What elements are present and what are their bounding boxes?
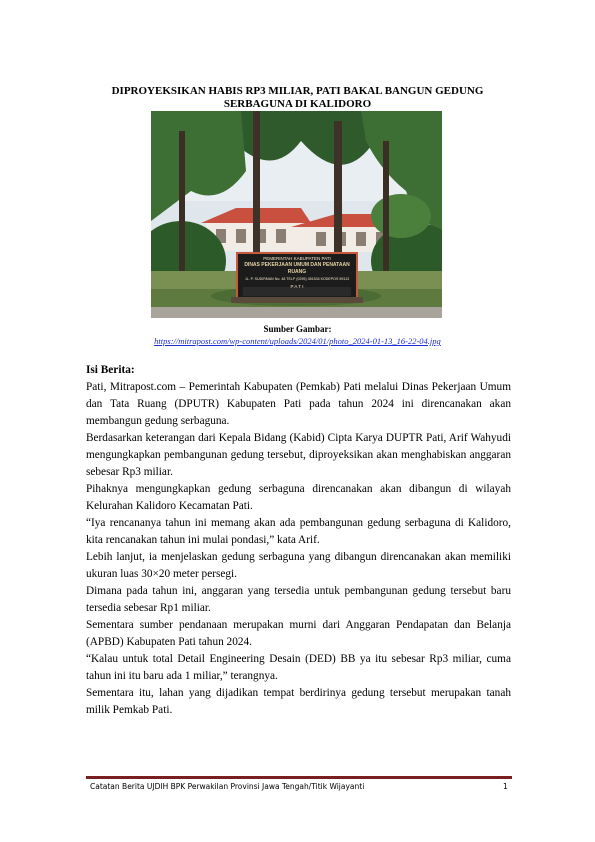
image-source-label: Sumber Gambar:	[263, 324, 332, 334]
article-title: DIPROYEKSIKAN HABIS RP3 MILIAR, PATI BAKAL BANGUN GEDUNG SERBAGUNA DI KALIDORO	[111, 85, 484, 110]
footer-divider	[86, 776, 512, 779]
paragraph: Pihaknya mengungkapkan gedung serbaguna direncanakan akan dibangun di wilayah Kelurahan Kalidoro Kecamatan Pati.	[86, 483, 511, 512]
paragraph: Sementara itu, lahan yang dijadikan tempat berdirinya gedung tersebut merupakan tanah milik Pemkab Pati.	[86, 687, 511, 716]
body-heading: Isi Berita:	[86, 364, 135, 376]
paragraph: “Kalau untuk total Detail Engineering Desain (DED) BB ya itu sebesar Rp3 miliar, cuma tahun ini itu baru ada 1 miliar,” terangnya.	[86, 653, 511, 682]
paragraph: Lebih lanjut, ia menjelaskan gedung serbaguna yang dibangun direncanakan akan memiliki ukuran luas 30×20 meter persegi.	[86, 551, 511, 580]
paragraph: Sementara sumber pendanaan merupakan murni dari Anggaran Pendapatan dan Belanja (APBD) Kabupaten Pati tahun 2024.	[86, 619, 511, 648]
paragraph: “Iya rencananya tahun ini memang akan ada pembangunan gedung serbaguna di Kalidoro, kita rencanakan tahun ini mulai pondasi,” kata Arif.	[86, 517, 511, 546]
page-number: 1	[503, 782, 508, 791]
sign-line-2: DINAS PEKERJAAN UMUM DAN PENATAAN RUANG	[244, 262, 350, 275]
paragraph: Pati, Mitrapost.com – Pemerintah Kabupaten (Pemkab) Pati melalui Dinas Pekerjaan Umum dan Tata Ruang (DPUTR) Kabupaten Pati pada tahun 2024 ini direncanakan akan membangun gedung serbaguna.	[86, 381, 511, 427]
news-photo	[151, 111, 442, 318]
sign-line-1: PEMERINTAH KABUPATEN PATI	[263, 256, 331, 261]
image-source-link[interactable]: https://mitrapost.com/wp-content/uploads/2024/01/photo_2024-01-13_16-22-04.jpg	[154, 336, 441, 346]
paragraph: Dimana pada tahun ini, anggaran yang tersedia untuk pembangunan gedung tersebut baru tersedia sebesar Rp1 miliar.	[86, 585, 511, 614]
sign-line-3: JL. P. SUDIRMAN No. 48 TELP (0295) 381534 KODEPOS 59113	[244, 277, 350, 281]
sign-line-4: P A T I	[290, 284, 304, 289]
paragraph: Berdasarkan keterangan dari Kepala Bidang (Kabid) Cipta Karya DUPTR Pati, Arif Wahyudi mengungkapkan pembangunan gedung tersebut, diproyeksikan akan menghabiskan anggaran sebesar Rp3 miliar.	[86, 432, 511, 478]
article-body	[86, 362, 511, 719]
footer-text: Catatan Berita UJDIH BPK Perwakilan Provinsi Jawa Tengah/Titik Wijayanti	[90, 782, 365, 791]
